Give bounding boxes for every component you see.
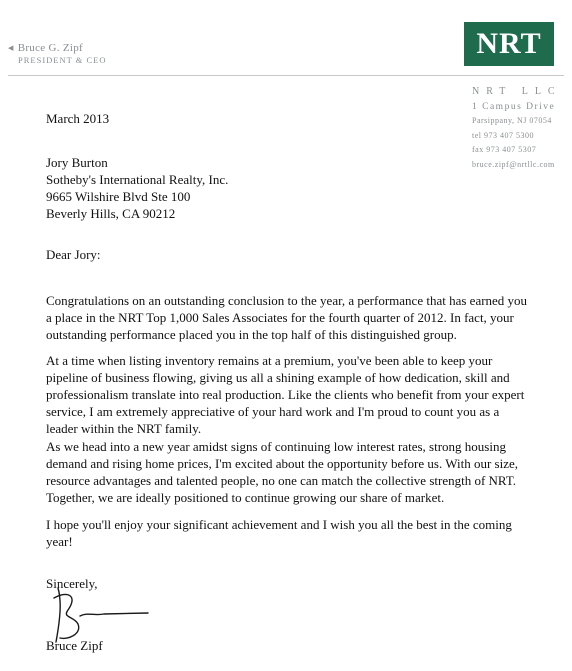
email-address: bruce.zipf@nrtllc.com <box>472 159 555 169</box>
address-city: Parsippany, NJ 07054 <box>472 116 552 125</box>
triangle-bullet-icon: ◀ <box>8 44 14 52</box>
header-divider <box>8 75 564 76</box>
closing: Sincerely, <box>46 576 98 591</box>
fax-number: fax 973 407 5307 <box>472 145 537 154</box>
recipient-name: Jory Burton <box>46 155 108 170</box>
letterhead-sender <box>8 42 107 65</box>
greeting: Dear Jory: <box>46 247 101 262</box>
sender-name: Bruce G. Zipf <box>17 42 83 54</box>
sender-title: PRESIDENT & CEO <box>18 55 107 65</box>
company-name: NRT LLC <box>472 86 562 97</box>
recipient-city: Beverly Hills, CA 90212 <box>46 206 176 221</box>
phone-number: tel 973 407 5300 <box>472 130 534 140</box>
address-street: 1 Campus Drive <box>472 101 556 112</box>
signer-name: Bruce Zipf <box>46 638 103 653</box>
recipient-company: Sotheby's International Realty, Inc. <box>46 172 229 187</box>
letter-date: March 2013 <box>46 111 110 126</box>
body-paragraph: At a time when listing inventory remains at a premium, you've been able to keep your pipeline of business flowing, giving us all a shining example of how dedication, skill and professionalism translate into real production. Like the clients who benefit from your expert service, I am extremely appreciative of your hard work and I'm proud to count you as a leader within the NRT family. <box>46 353 525 436</box>
recipient-street: 9665 Wilshire Blvd Ste 100 <box>46 189 191 204</box>
body-paragraph: Congratulations on an outstanding conclusion to the year, a performance that has earned you a place in the NRT Top 1,000 Sales Associates for the fourth quarter of 2012. In fact, your outstanding performance placed you in the top half of this distinguished group. <box>46 293 528 342</box>
recipient-address <box>46 154 532 222</box>
body-paragraph: I hope you'll enjoy your significant achievement and I wish you all the best in the coming year! <box>46 517 512 549</box>
body-paragraph: As we head into a new year amidst signs of continuing low interest rates, strong housing demand and rising home prices, I'm excited about the opportunity before us. With our size, resource advantages and talented people, no one can match the collective strength of NRT. Together, we are ideally positioned to continue growing our share of market. <box>46 439 518 505</box>
company-logo: NRT <box>464 22 554 66</box>
